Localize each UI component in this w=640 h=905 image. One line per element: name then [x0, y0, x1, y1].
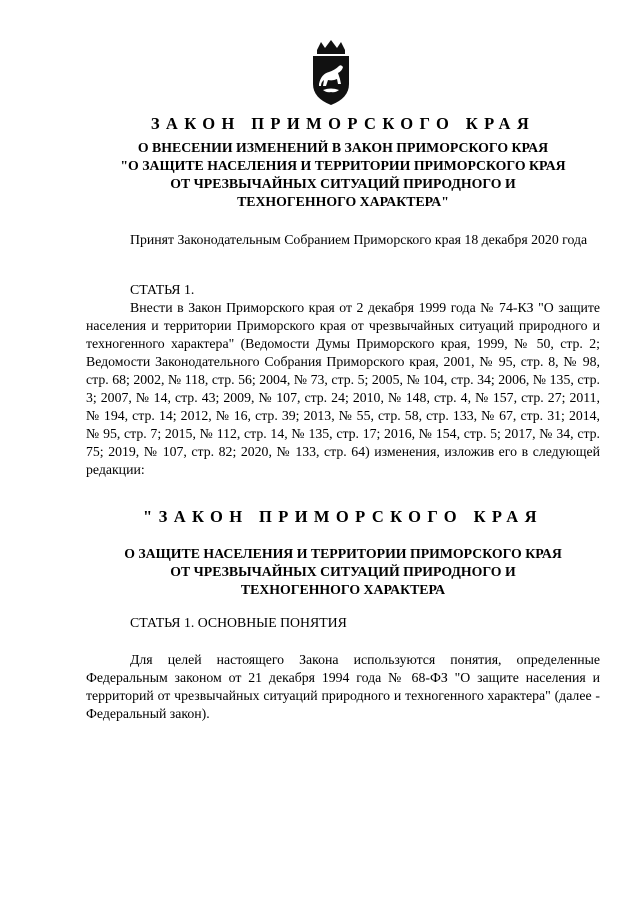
subtitle-line: ТЕХНОГЕННОГО ХАРАКТЕРА: [240, 582, 446, 597]
coat-of-arms-icon: [307, 40, 355, 106]
new-article-1-text: Для целей настоящего Закона используются понятия, определенные Федеральным законом от 21 декабря 1994 года № 68-ФЗ "О защите населения и территорий от чрезвычайных ситуаций природного и техногенного характера" (далее - Федеральный закон).: [86, 652, 600, 721]
subtitle-line: О ЗАЩИТЕ НАСЕЛЕНИЯ И ТЕРРИТОРИИ ПРИМОРСКОГО КРАЯ: [124, 546, 562, 561]
subtitle-line: ТЕХНОГЕННОГО ХАРАКТЕРА": [237, 194, 449, 209]
new-law-title: "ЗАКОН ПРИМОРСКОГО КРАЯ: [143, 507, 543, 526]
subtitle-line: ОТ ЧРЕЗВЫЧАЙНЫХ СИТУАЦИЙ ПРИРОДНОГО И: [170, 176, 516, 191]
subtitle-line: ОТ ЧРЕЗВЫЧАЙНЫХ СИТУАЦИЙ ПРИРОДНОГО И: [170, 564, 516, 579]
article-1-text: Внести в Закон Приморского края от 2 декабря 1999 года № 74-КЗ "О защите населения и территории Приморского края от чрезвычайных ситуаций природного и техногенного характера" (Ведомости Думы Приморского края, 1999, № 50, стр. 2; Ведомости Законодательного Собрания Приморского края, 2001, № 95, стр. 8, № 98, стр. 68; 2002, № 118, стр. 56; 2004, № 73, стр. 5; 2005, № 104, стр. 34; 2006, № 135, стр. 3; 2007, № 14, стр. 43; 2009, № 107, стр. 24; 2010, № 148, стр. 4, № 157, стр. 27; 2011, № 194, стр. 14; 2012, № 16, стр. 39; 2013, № 55, стр. 58, стр. 133, № 67, стр. 31; 2014, № 95, стр. 7; 2015, № 112, стр. 14, № 135, стр. 17; 2016, № 154, стр. 5; 2017, № 34, стр. 75; 2019, № 107, стр. 82; 2020, № 133, стр. 64) изменения, изложив его в следующей редакции:: [86, 300, 600, 477]
new-article-1-heading: СТАТЬЯ 1. ОСНОВНЫЕ ПОНЯТИЯ: [130, 615, 347, 630]
subtitle-line: "О ЗАЩИТЕ НАСЕЛЕНИЯ И ТЕРРИТОРИИ ПРИМОРСКОГО КРАЯ: [120, 158, 566, 173]
law-title: ЗАКОН ПРИМОРСКОГО КРАЯ: [150, 114, 536, 133]
adopted-note: Принят Законодательным Собранием Приморского края 18 декабря 2020 года: [130, 232, 588, 247]
new-law-subtitle: [86, 545, 600, 599]
article-1-heading: СТАТЬЯ 1.: [130, 282, 195, 297]
law-subtitle: [86, 139, 600, 211]
subtitle-line: О ВНЕСЕНИИ ИЗМЕНЕНИЙ В ЗАКОН ПРИМОРСКОГО КРАЯ: [137, 140, 549, 155]
